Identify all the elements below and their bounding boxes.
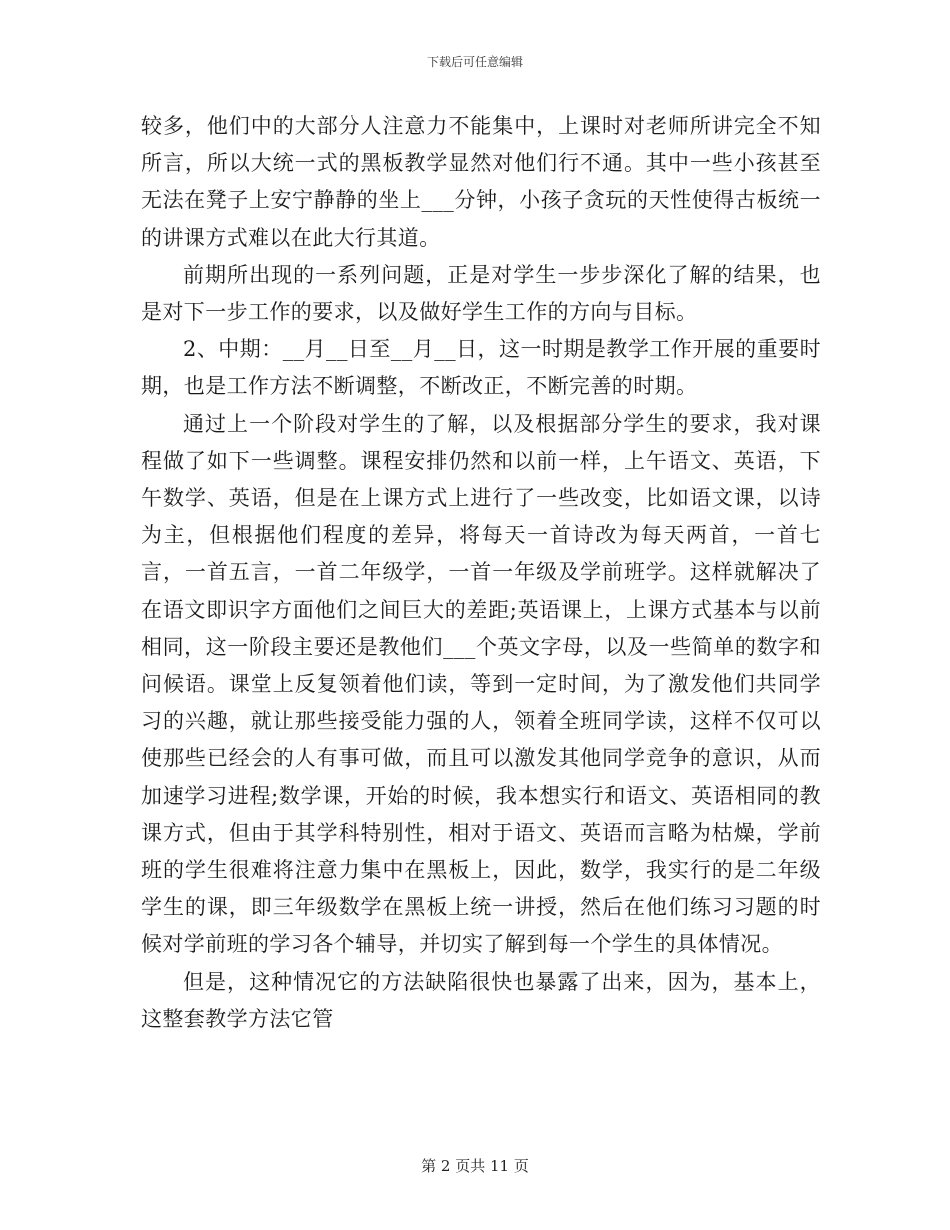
paragraph: 但是，这种情况它的方法缺陷很快也暴露了出来，因为，基本上，这整套教学方法它管 xyxy=(141,969,821,1031)
paragraph: 前期所出现的一系列问题，正是对学生一步步深化了解的结果，也是对下一步工作的要求，以及做好学生工作的方向与目标。 xyxy=(141,262,821,325)
paragraph: 通过上一个阶段对学生的了解，以及根据部分学生的要求，我对课程做了如下一些调整。课程安排仍然和以前一样，上午语文、英语，下午数学、英语，但是在上课方式上进行了一些改变，比如语文课，以诗为主，但根据他们程度的差异，将每天一首诗改为每天两首，一首七言，一首五言，一首二年级学，一首一年级及学前班学。这样就解决了在语文即识字方面他们之间巨大的差距;英语课上，上课方式基本与以前相同，这一阶段主要还是教他们___个英文字母，以及一些简单的数字和问候语。课堂上反复领着他们读，等到一定时间，为了激发他们共同学习的兴趣，就让那些接受能力强的人，领着全班同学读，这样不仅可以使那些已经会的人有事可做，而且可以激发其他同学竞争的意识，从而加速学习进程;数学课，开始的时候，我本想实行和语文、英语相同的教课方式，但由于其学科特别性，相对于语文、英语而言略为枯燥，学前班的学生很难将注意力集中在黑板上，因此，数学，我实行的是二年级学生的课，即三年级数学在黑板上统一讲授，然后在他们练习习题的时候对学前班的学习各个辅导，并切实了解到每一个学生的具体情况。 xyxy=(141,411,821,957)
paragraph: 较多，他们中的大部分人注意力不能集中，上课时对老师所讲完全不知所言，所以大统一式的黑板教学显然对他们行不通。其中一些小孩甚至无法在凳子上安宁静静的坐上___分钟，小孩子贪玩的天性使得古板统一的讲课方式难以在此大行其道。 xyxy=(141,114,821,250)
document-body xyxy=(141,108,821,1038)
page-header: 下载后可任意编辑 xyxy=(426,55,523,69)
page-number-footer: 第 2 页共 11 页 xyxy=(421,1157,529,1175)
paragraph: 2、中期：__月__日至__月__日，这一时期是教学工作开展的重要时期，也是工作方法不断调整，不断改正，不断完善的时期。 xyxy=(141,337,821,399)
